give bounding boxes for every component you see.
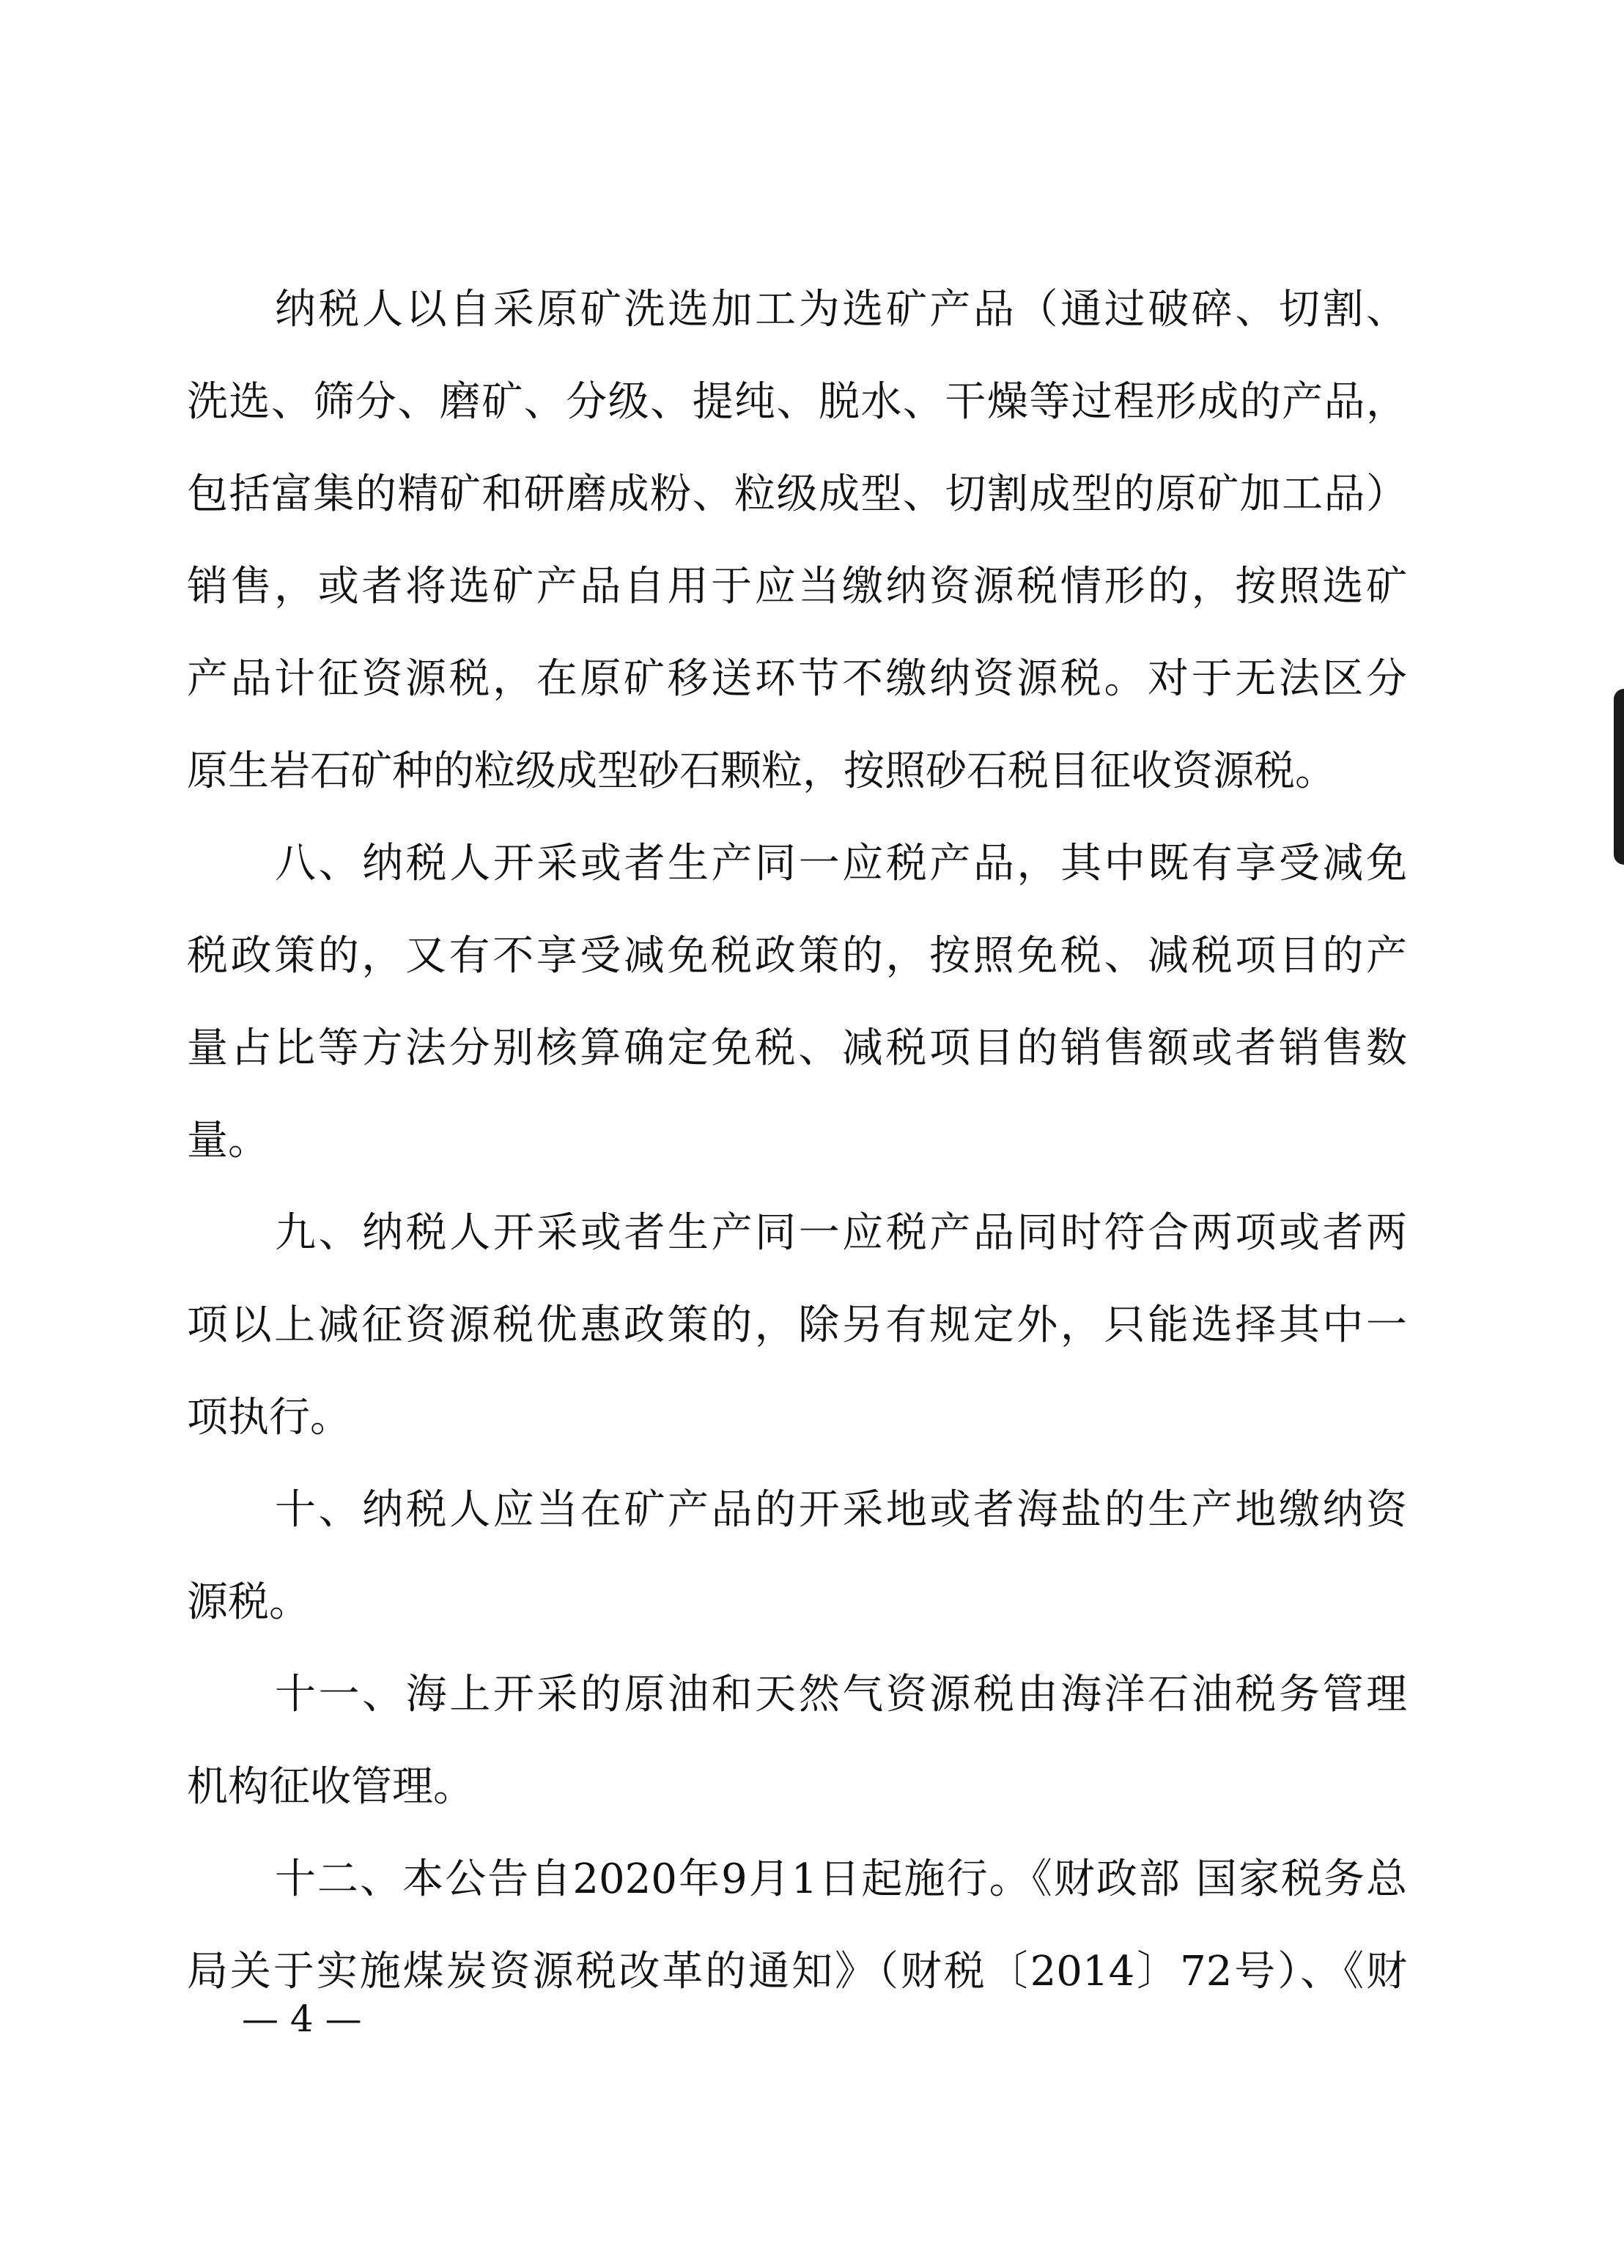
paragraph-line: 九、纳税人开采或者生产同一应税产品同时符合两项或者两	[275, 1209, 1407, 1257]
scan-edge-mark	[1614, 689, 1624, 865]
paragraph-line: 税政策的，又有不享受减免税政策的，按照免税、减税项目的产	[187, 932, 1407, 980]
paragraph-line: 包括富集的精矿和研磨成粉、粒级成型、切割成型的原矿加工品）	[187, 470, 1407, 518]
paragraph-line: 源税。	[187, 1578, 310, 1626]
page-number: — 4 —	[242, 1998, 362, 2040]
paragraph-line: 原生岩石矿种的粒级成型砂石颗粒，按照砂石税目征收资源税。	[187, 747, 1336, 795]
paragraph-line: 局关于实施煤炭资源税改革的通知》（财税〔2014〕72号）、《财	[187, 1948, 1407, 1995]
paragraph-line: 量占比等方法分别核算确定免税、减税项目的销售额或者销售数	[187, 1024, 1407, 1072]
paragraph-line: 十、纳税人应当在矿产品的开采地或者海盐的生产地缴纳资	[275, 1486, 1407, 1534]
paragraph-line: 项以上减征资源税优惠政策的，除另有规定外，只能选择其中一	[187, 1301, 1407, 1349]
paragraph-line: 销售，或者将选矿产品自用于应当缴纳资源税情形的，按照选矿	[187, 563, 1407, 610]
paragraph-line: 洗选、筛分、磨矿、分级、提纯、脱水、干燥等过程形成的产品，	[187, 378, 1407, 426]
paragraph-line: 量。	[187, 1117, 269, 1164]
paragraph-line: 十一、海上开采的原油和天然气资源税由海洋石油税务管理	[275, 1671, 1407, 1718]
paragraph-line: 项执行。	[187, 1394, 351, 1441]
paragraph-line: 八、纳税人开采或者生产同一应税产品，其中既有享受减免	[275, 840, 1407, 887]
paragraph-line: 机构征收管理。	[187, 1763, 474, 1811]
paragraph-line: 产品计征资源税，在原矿移送环节不缴纳资源税。对于无法区分	[187, 655, 1407, 703]
document-body	[187, 264, 1407, 2018]
paragraph-line: 纳税人以自采原矿洗选加工为选矿产品（通过破碎、切割、	[275, 286, 1407, 333]
paragraph-line: 十二、本公告自2020年9月1日起施行。《财政部 国家税务总	[275, 1855, 1407, 1903]
